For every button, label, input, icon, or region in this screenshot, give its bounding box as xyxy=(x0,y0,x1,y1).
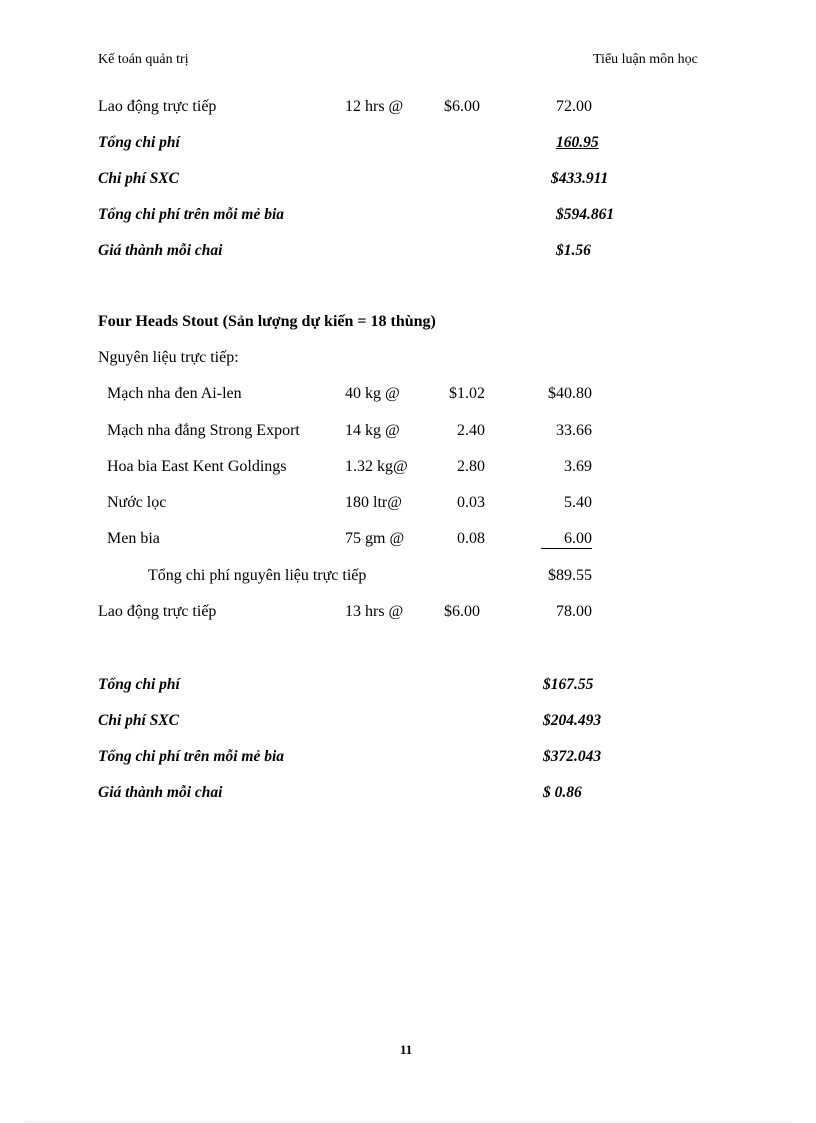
material-price: 2.40 xyxy=(457,422,485,439)
page-edge-divider xyxy=(24,1121,792,1122)
bottle-cost-value: $ 0.86 xyxy=(543,784,582,801)
material-label: Mạch nha đắng Strong Export xyxy=(107,422,300,439)
top-labor-label: Lao động trực tiếp xyxy=(98,98,217,115)
material-label: Hoa bia East Kent Goldings xyxy=(107,458,287,475)
subtotal-rule xyxy=(541,548,592,549)
material-amount: 6.00 xyxy=(564,530,592,547)
materials-heading: Nguyên liệu trực tiếp: xyxy=(98,349,239,366)
material-amount: $40.80 xyxy=(548,385,592,402)
batch-cost-label: Tổng chi phí trên mỗi mẻ bia xyxy=(98,748,285,765)
labor-amount: 78.00 xyxy=(556,603,592,620)
material-price: 2.80 xyxy=(457,458,485,475)
material-amount: 33.66 xyxy=(556,422,592,439)
header-left: Kế toán quản trị xyxy=(98,52,189,67)
labor-qty: 13 hrs @ xyxy=(345,603,404,620)
material-price: 0.08 xyxy=(457,530,485,547)
top-labor-price: $6.00 xyxy=(444,98,480,115)
top-overhead-label: Chi phí SXC xyxy=(98,170,179,187)
material-qty: 40 kg @ xyxy=(345,385,400,402)
bottle-cost-label: Giá thành mỗi chai xyxy=(98,784,223,801)
top-bottle-cost-label: Giá thành mỗi chai xyxy=(98,242,223,259)
labor-label: Lao động trực tiếp xyxy=(98,603,217,620)
material-qty: 14 kg @ xyxy=(345,422,400,439)
material-price: $1.02 xyxy=(449,385,485,402)
materials-total-label: Tổng chi phí nguyên liệu trực tiếp xyxy=(148,567,367,584)
material-amount: 3.69 xyxy=(564,458,592,475)
material-label: Men bia xyxy=(107,530,160,547)
overhead-value: $204.493 xyxy=(543,712,602,729)
material-qty: 1.32 kg@ xyxy=(345,458,408,475)
overhead-label: Chi phí SXC xyxy=(98,712,179,729)
top-labor-amount: 72.00 xyxy=(556,98,592,115)
top-batch-cost-value: $594.861 xyxy=(556,206,615,223)
material-qty: 75 gm @ xyxy=(345,530,405,547)
top-overhead-value: $433.911 xyxy=(551,170,609,187)
batch-cost-value: $372.043 xyxy=(543,748,602,765)
top-total-cost-value: 160.95 xyxy=(556,134,599,151)
materials-total-value: $89.55 xyxy=(548,567,592,584)
total-cost-label: Tổng chi phí xyxy=(98,676,180,693)
top-batch-cost-label: Tổng chi phí trên mỗi mẻ bia xyxy=(98,206,285,223)
material-price: 0.03 xyxy=(457,494,485,511)
section-title: Four Heads Stout (Sản lượng dự kiến = 18 thùng) xyxy=(98,313,436,330)
material-amount: 5.40 xyxy=(564,494,592,511)
labor-price: $6.00 xyxy=(444,603,480,620)
top-labor-qty: 12 hrs @ xyxy=(345,98,404,115)
material-label: Mạch nha đen Ai-len xyxy=(107,385,242,402)
material-label: Nước lọc xyxy=(107,494,167,511)
header-right: Tiểu luận môn học xyxy=(593,52,698,67)
top-total-cost-label: Tổng chi phí xyxy=(98,134,180,151)
total-cost-value: $167.55 xyxy=(543,676,594,693)
material-qty: 180 ltr@ xyxy=(345,494,402,511)
page-number: 11 xyxy=(400,1042,413,1057)
top-bottle-cost-value: $1.56 xyxy=(556,242,591,259)
